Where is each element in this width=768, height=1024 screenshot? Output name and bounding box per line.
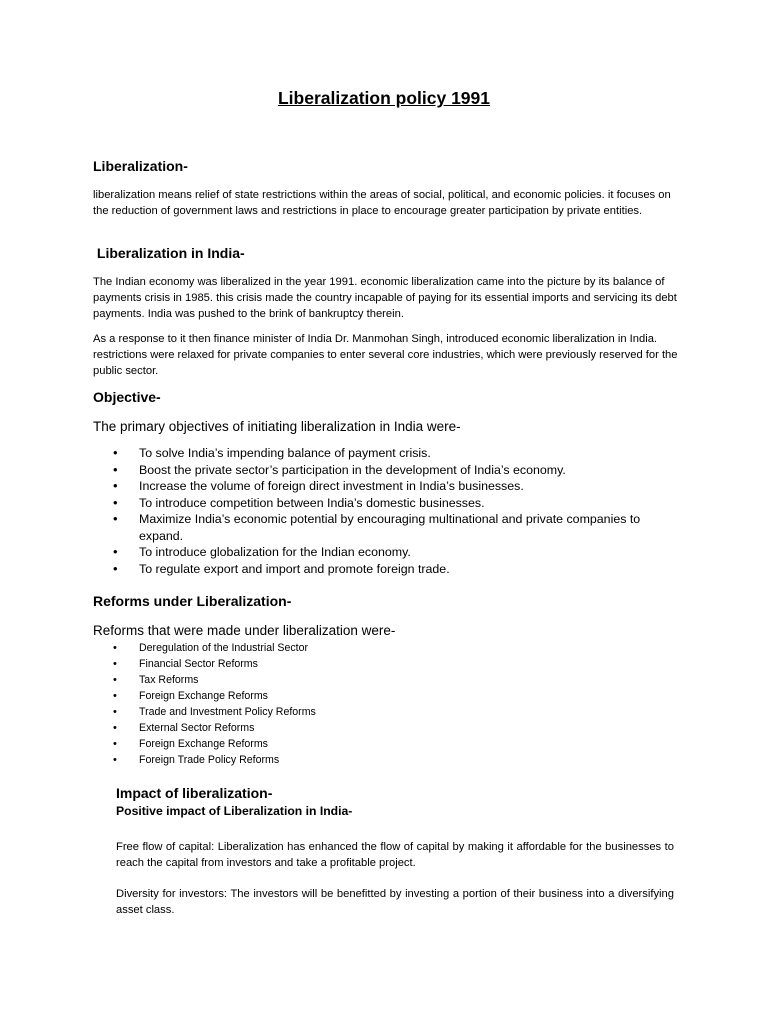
list-item: • To introduce globalization for the Indian economy. — [93, 544, 678, 561]
paragraph-india-response: As a response to it then finance minister of India Dr. Manmohan Singh, introduced economic liberalization in India. restrictions were relaxed for private companies to enter several core industries, which were previously reserved for the public sector. — [93, 333, 678, 377]
heading-liberalization-in-india: Liberalization in India- — [93, 245, 245, 261]
list-item: • To regulate export and import and promote foreign trade. — [93, 561, 678, 578]
heading-impact: Impact of liberalization- — [116, 785, 273, 801]
paragraph-liberalization-definition: liberalization means relief of state restrictions within the areas of social, political, and economic policies. it focuses on the reduction of government laws and restrictions in place to encourage greater participation by private entities. — [93, 189, 671, 217]
list-item: • Foreign Exchange Reforms — [93, 688, 678, 704]
objective-list — [93, 445, 678, 577]
objective-lead-text: The primary objectives of initiating liberalization in India were- — [93, 419, 461, 434]
list-item: • Tax Reforms — [93, 672, 678, 688]
paragraph-india-history: The Indian economy was liberalized in the year 1991. economic liberalization came into the picture by its balance of payments crisis in 1985. this crisis made the country incapable of paying for its essential imports and servicing its debt payments. India was pushed to the brink of bankruptcy therein. — [93, 276, 677, 320]
heading-objective: Objective- — [93, 389, 161, 405]
reforms-list — [93, 640, 678, 768]
list-item: • Increase the volume of foreign direct investment in India’s businesses. — [93, 478, 678, 495]
list-item: • To solve India’s impending balance of payment crisis. — [93, 445, 678, 462]
paragraph-free-flow-of-capital: Free flow of capital: Liberalization has enhanced the flow of capital by making it affordable for the businesses to reach the capital from investors and take a profitable project. — [116, 841, 674, 869]
list-item: • Boost the private sector’s participation in the development of India’s economy. — [93, 462, 678, 479]
list-item: • Maximize India’s economic potential by encouraging multinational and private companies to expand. — [93, 511, 678, 544]
subheading-positive-impact: Positive impact of Liberalization in India- — [116, 804, 353, 818]
heading-liberalization: Liberalization- — [93, 158, 188, 174]
heading-reforms: Reforms under Liberalization- — [93, 593, 292, 609]
list-item: • Deregulation of the Industrial Sector — [93, 640, 678, 656]
list-item: • To introduce competition between India’s domestic businesses. — [93, 495, 678, 512]
list-item: • External Sector Reforms — [93, 720, 678, 736]
paragraph-diversity-for-investors: Diversity for investors: The investors will be benefitted by investing a portion of their business into a diversifying asset class. — [116, 888, 674, 916]
list-item: • Foreign Exchange Reforms — [93, 736, 678, 752]
list-item: • Foreign Trade Policy Reforms — [93, 752, 678, 768]
list-item: • Trade and Investment Policy Reforms — [93, 704, 678, 720]
document-title: Liberalization policy 1991 — [277, 88, 491, 108]
reforms-lead-text: Reforms that were made under liberalization were- — [93, 623, 396, 638]
list-item: • Financial Sector Reforms — [93, 656, 678, 672]
